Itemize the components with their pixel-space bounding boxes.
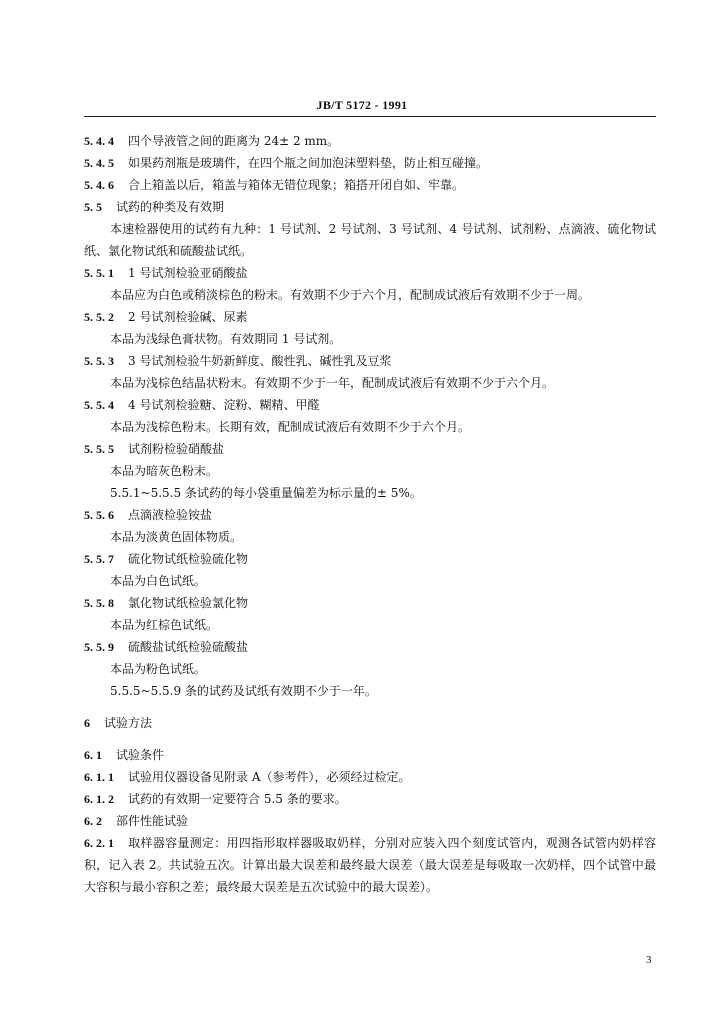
paragraph: 本品为淡黄色固体物质。 <box>110 530 243 544</box>
clause-text: 硫化物试纸检验硫化物 <box>128 552 249 566</box>
clause-text: 四个导液管之间的距离为 24± 2 mm。 <box>128 134 340 148</box>
clause-5-5-8 <box>84 592 656 614</box>
clause-text: 试剂粉检验硝酸盐 <box>128 442 225 456</box>
clause-text: 如果药剂瓶是玻璃件，在四个瓶之间加泡沫塑料垫，防止相互碰撞。 <box>128 156 489 170</box>
clause-number: 5. 5. 3 <box>84 354 114 368</box>
standard-header: JB/T 5172 - 1991 <box>316 98 408 112</box>
page-number: 3 <box>646 954 652 966</box>
clause-5-5-2 <box>84 306 656 328</box>
clause-6-1 <box>84 744 656 766</box>
clause-text: 取样器容量测定：用四指形取样器吸取奶样，分别对应装入四个刻度试管内，观测各试管内奶样容积，记入表 2。共试验五次。计算出最大误差和最终最大误差（最大误差是每吸取一次奶样，四个试管中最大容积与最小容积之差；最终最大误差是五次试验中的最大误差）。 <box>84 836 656 894</box>
paragraph: 本品为粉色试纸。 <box>110 662 207 676</box>
clause-number: 5. 5. 9 <box>84 640 114 654</box>
clause-text: 2 号试剂检验碱、尿素 <box>128 310 248 324</box>
paragraph-validity: 5.5.5~5.5.9 条的试药及试纸有效期不少于一年。 <box>110 684 377 698</box>
clause-5-5-7 <box>84 548 656 570</box>
clause-5-5-6 <box>84 504 656 526</box>
clause-number: 5. 5. 4 <box>84 398 114 412</box>
clause-6-2-1 <box>84 832 656 898</box>
clause-text: 1 号试剂检验亚硝酸盐 <box>128 266 248 280</box>
section-number: 6 <box>84 716 90 730</box>
clause-6-2 <box>84 810 656 832</box>
clause-text: 4 号试剂检验糖、淀粉、糊精、甲醛 <box>128 398 320 412</box>
clause-text: 部件性能试验 <box>116 814 189 828</box>
clause-6-1-1 <box>84 766 656 788</box>
paragraph: 本品为白色试纸。 <box>110 574 207 588</box>
clause-text: 试验用仪器设备见附录 A（参考件），必须经过检定。 <box>128 770 411 784</box>
clause-text: 合上箱盖以后，箱盖与箱体无错位现象；箱搭开闭自如、牢靠。 <box>128 178 465 192</box>
clause-number: 5. 5. 6 <box>84 508 114 522</box>
clause-5-5 <box>84 196 656 218</box>
paragraph: 本品为浅棕色结晶状粉末。有效期不少于一年，配制成试液后有效期不少于六个月。 <box>110 376 555 390</box>
clause-5-5-1 <box>84 262 656 284</box>
clause-number: 5. 5. 1 <box>84 266 114 280</box>
clause-number: 5. 4. 5 <box>84 156 114 170</box>
clause-number: 5. 4. 4 <box>84 134 114 148</box>
clause-number: 6. 1. 1 <box>84 770 114 784</box>
section-title: 试验方法 <box>104 716 153 730</box>
paragraph-reagent-types: 本速检器使用的试药有九种：1 号试剂、2 号试剂、3 号试剂、4 号试剂、试剂粉、点滴液、硫化物试纸、氯化物试纸和硫酸盐试纸。 <box>84 222 656 258</box>
document-body <box>84 130 656 898</box>
clause-5-5-3 <box>84 350 656 372</box>
paragraph: 本品为浅绿色膏状物。有效期同 1 号试剂。 <box>110 332 342 346</box>
clause-text: 硫酸盐试纸检验硫酸盐 <box>128 640 249 654</box>
clause-number: 6. 1. 2 <box>84 792 114 806</box>
clause-number: 5. 5. 5 <box>84 442 114 456</box>
spacer <box>84 734 656 744</box>
clause-5-5-4 <box>84 394 656 416</box>
clause-5-4-5 <box>84 152 656 174</box>
clause-text: 3 号试剂检验牛奶新鲜度、酸性乳、碱性乳及豆浆 <box>128 354 392 368</box>
clause-text: 试药的有效期一定要符合 5.5 条的要求。 <box>128 792 347 806</box>
clause-5-5-9 <box>84 636 656 658</box>
paragraph: 本品为浅棕色粉末。长期有效，配制成试液后有效期不少于六个月。 <box>110 420 471 434</box>
clause-text: 试验条件 <box>116 748 165 762</box>
clause-number: 5. 5. 7 <box>84 552 114 566</box>
paragraph: 本品应为白色或稍淡棕色的粉末。有效期不少于六个月，配制成试液后有效期不少于一周。 <box>110 288 591 302</box>
clause-number: 5. 5. 8 <box>84 596 114 610</box>
paragraph-weight-tolerance: 5.5.1~5.5.5 条试药的每小袋重量偏差为标示量的± 5%。 <box>110 486 422 500</box>
paragraph: 本品为暗灰色粉末。 <box>110 464 219 478</box>
clause-text: 氯化物试纸检验氯化物 <box>128 596 249 610</box>
header-rule <box>84 116 656 117</box>
clause-number: 6. 2 <box>84 814 102 828</box>
section-6-heading <box>84 712 656 734</box>
clause-number: 5. 5 <box>84 200 102 214</box>
clause-5-4-6 <box>84 174 656 196</box>
clause-text: 点滴液检验铵盐 <box>128 508 213 522</box>
clause-5-4-4 <box>84 130 656 152</box>
spacer <box>84 702 656 712</box>
clause-6-1-2 <box>84 788 656 810</box>
clause-number: 6. 1 <box>84 748 102 762</box>
paragraph: 本品为红棕色试纸。 <box>110 618 219 632</box>
clause-number: 5. 4. 6 <box>84 178 114 192</box>
clause-number: 6. 2. 1 <box>84 836 114 850</box>
clause-5-5-5 <box>84 438 656 460</box>
clause-number: 5. 5. 2 <box>84 310 114 324</box>
clause-text: 试药的种类及有效期 <box>116 200 225 214</box>
